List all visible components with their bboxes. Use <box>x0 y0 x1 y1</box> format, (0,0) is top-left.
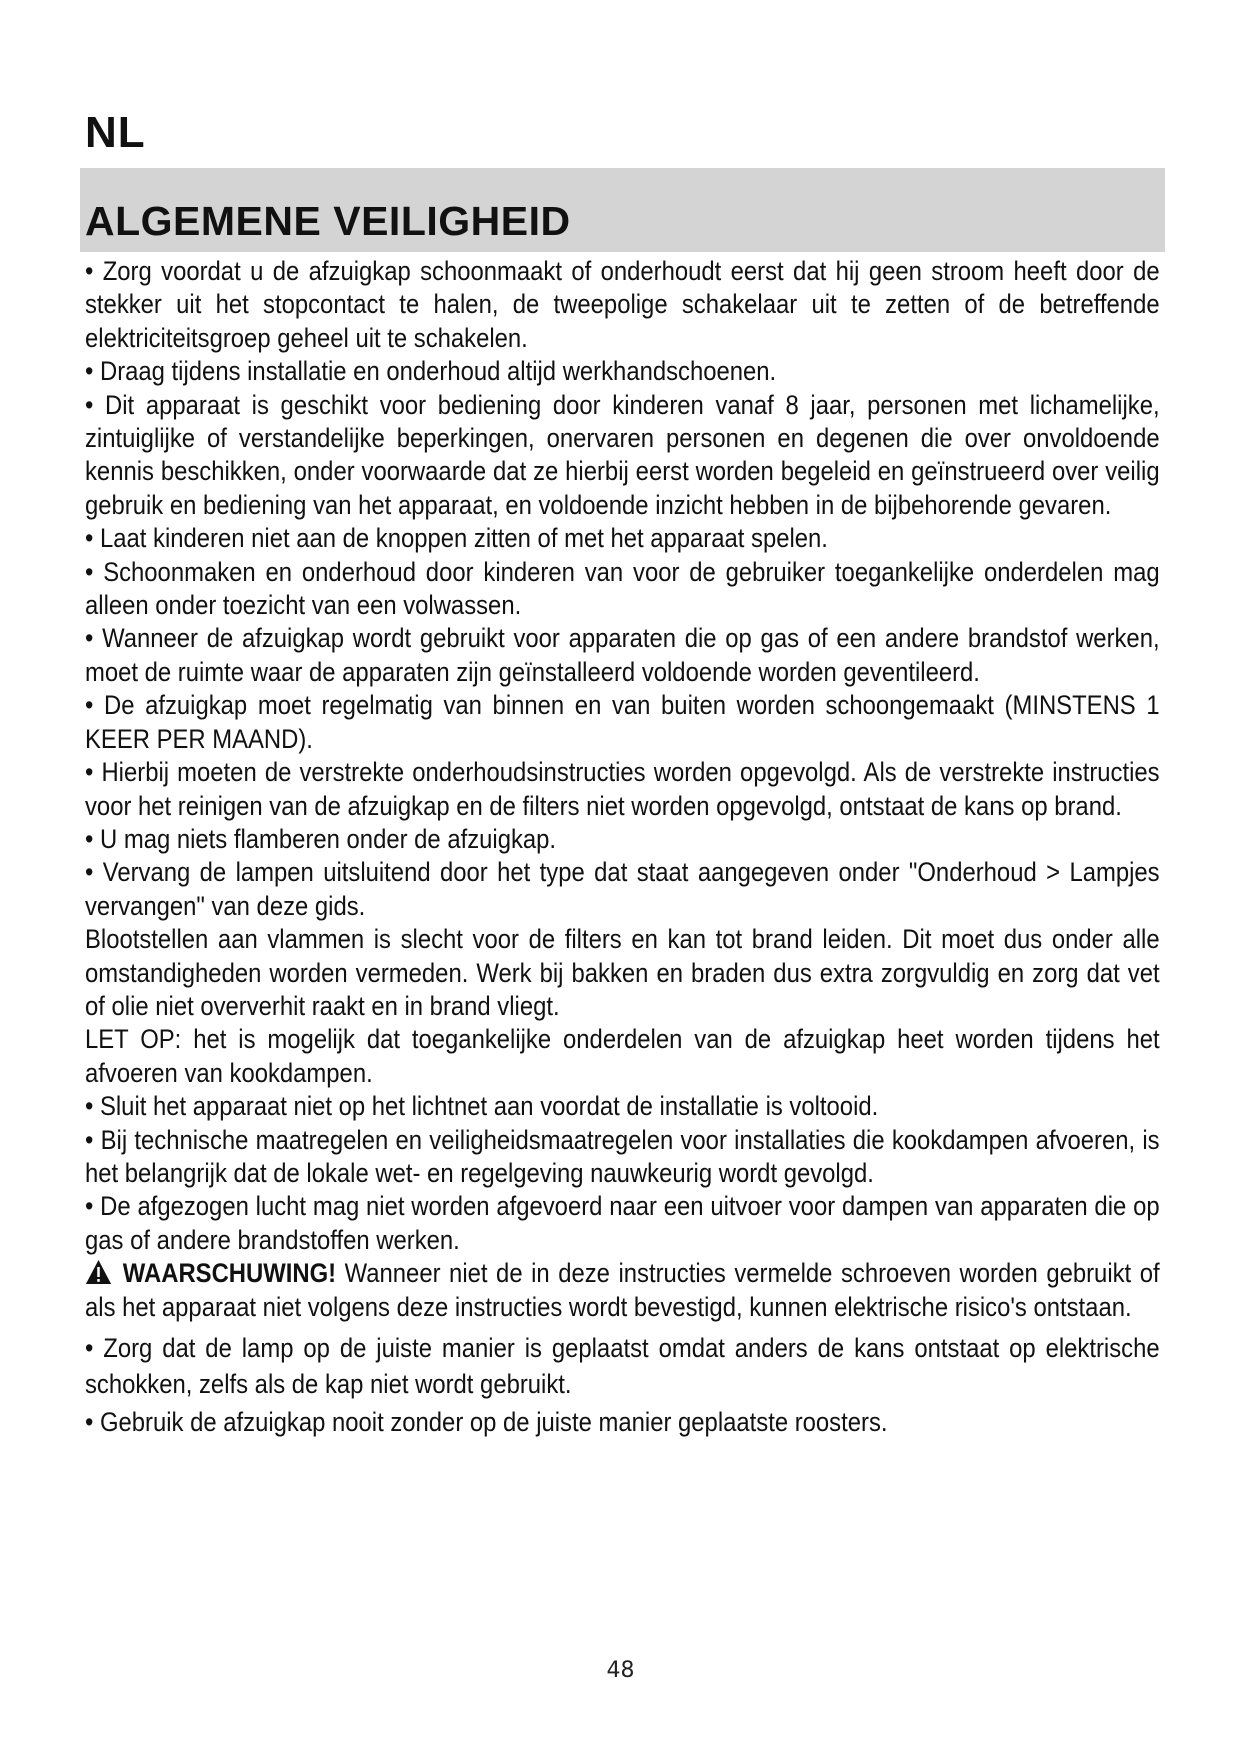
paragraph-gloves: • Draag tijdens installatie en onderhoud altijd werkhandschoenen. <box>85 356 777 387</box>
paragraph-children-usage: • Dit apparaat is geschikt voor bediening door kinderen vanaf 8 jaar, personen met lichamelijke, zintuiglijke of verstandelijke beperkingen, onervaren personen en degenen die over onvoldoende kennis beschikken, onder voorwaarde dat ze hierbij eerst worden begeleid en geïnstrueerd over veilig gebruik en bediening van het apparaat, en voldoende inzicht hebben in de bijbehorende gevaren. <box>85 389 1160 520</box>
paragraph-children-play: • Laat kinderen niet aan de knoppen zitten of met het apparaat spelen. <box>85 523 828 554</box>
paragraph-cleaning-frequency: • De afzuigkap moet regelmatig van binnen en van buiten worden schoongemaakt (MINSTENS 1 KEER PER MAAND). <box>85 690 1160 754</box>
paragraph-maintenance-instructions: • Hierbij moeten de verstrekte onderhoudsinstructies worden opgevolgd. Als de verstrekte instructies voor het reinigen van de afzuigkap en de filters niet worden opgevolgd, ontstaat de kans op brand. <box>85 757 1160 821</box>
warning-paragraph <box>85 1257 1160 1324</box>
safety-text-body <box>85 255 1160 1439</box>
warning-triangle-icon <box>85 1259 112 1285</box>
page-number: 48 <box>606 1658 635 1683</box>
paragraph-power-off: • Zorg voordat u de afzuigkap schoonmaakt of onderhoudt eerst dat hij geen stroom heeft door de stekker uit het stopcontact te halen, de tweepolige schakelaar uit te zetten of de betreffende elektriciteitsgroep geheel uit te schakelen. <box>85 256 1160 353</box>
section-title: ALGEMENE VEILIGHEID <box>85 198 571 244</box>
paragraph-mains-connection: • Sluit het apparaat niet op het lichtnet aan voordat de installatie is voltooid. <box>85 1091 879 1122</box>
paragraph-ventilation: • Wanneer de afzuigkap wordt gebruikt voor apparaten die op gas of een andere brandstof werken, moet de ruimte waar de apparaten zijn geïnstalleerd voldoende worden geventileerd. <box>85 623 1160 687</box>
warning-label: WAARSCHUWING! <box>122 1258 337 1289</box>
paragraph-lamp-replacement: • Vervang de lampen uitsluitend door het type dat staat aangegeven onder "Onderhoud > Lampjes vervangen" van deze gids. <box>85 857 1160 921</box>
warning-text: Wanneer niet de in deze instructies vermelde schroeven worden gebruikt of als het apparaat niet volgens deze instructies wordt bevestigd, kunnen elektrische risico's ontstaan. <box>85 1258 1160 1322</box>
paragraph-children-cleaning: • Schoonmaken en onderhoud door kinderen van voor de gebruiker toegankelijke onderdelen mag alleen onder toezicht van een volwassen. <box>85 556 1160 621</box>
paragraph-hot-parts: LET OP: het is mogelijk dat toegankelijke onderdelen van de afzuigkap heet worden tijdens het afvoeren van kookdampen. <box>85 1024 1160 1088</box>
paragraph-regulations: • Bij technische maatregelen en veiligheidsmaatregelen voor installaties die kookdampen afvoeren, is het belangrijk dat de lokale wet- en regelgeving nauwkeurig wordt gevolgd. <box>85 1124 1160 1188</box>
paragraph-grilles: • Gebruik de afzuigkap nooit zonder op de juiste manier geplaatste roosters. <box>85 1407 888 1437</box>
paragraph-exhaust-air: • De afgezogen lucht mag niet worden afgevoerd naar een uitvoer voor dampen van apparaten die op gas of andere brandstoffen werken. <box>85 1191 1160 1255</box>
language-code: NL <box>85 108 146 157</box>
paragraph-lamp-placement: • Zorg dat de lamp op de juiste manier is geplaatst omdat anders de kans ontstaat op elektrische schokken, zelfs als de kap niet wordt gebruikt. <box>85 1333 1160 1399</box>
paragraph-flame-exposure: Blootstellen aan vlammen is slecht voor de filters en kan tot brand leiden. Dit moet dus onder alle omstandigheden worden vermeden. Werk bij bakken en braden dus extra zorgvuldig en zorg dat vet of olie niet oververhit raakt en in brand vliegt. <box>85 924 1160 1021</box>
paragraph-no-flambe: • U mag niets flamberen onder de afzuigkap. <box>85 823 557 854</box>
